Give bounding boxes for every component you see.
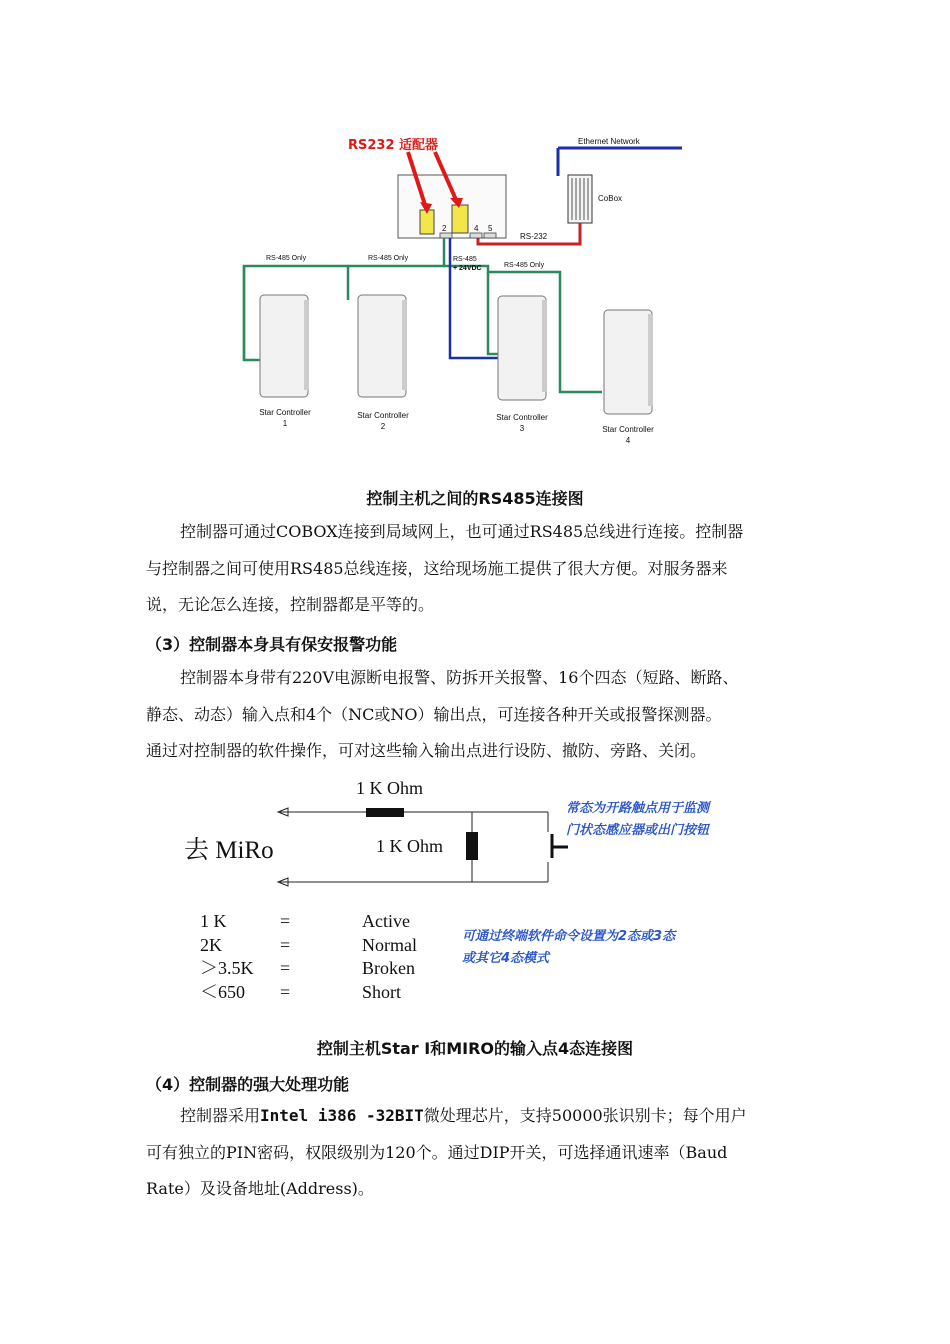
controller-box-4: [604, 310, 653, 414]
cobox-device: [568, 175, 592, 223]
to-miro-label: 去 MiRo: [184, 837, 274, 864]
paragraph-line: 控制器可通过COBOX连接到局域网上，也可通过RS485总线进行连接。控制器: [180, 522, 744, 541]
section-heading-3: （3）控制器本身具有保安报警功能: [146, 635, 398, 654]
rs232-label: RS-232: [520, 232, 548, 241]
state-row: ＜650 = Short: [200, 981, 402, 1002]
controller-label-3: Star Controller 3: [496, 413, 548, 433]
figure-rs485-diagram: [230, 130, 700, 450]
figure-input-wiring: [170, 770, 790, 1020]
state-table: [200, 910, 417, 1004]
rs232-adapter-label: RS232 适配器: [348, 138, 439, 153]
paragraph-line: 控制器本身带有220V电源断电报警、防拆开关报警、16个四态（短路、断路、: [180, 668, 739, 687]
paragraph-cobox: [146, 514, 826, 624]
paragraph-line: 通过对控制器的软件操作，可对这些输入输出点进行设防、撤防、旁路、关闭。: [146, 741, 707, 760]
cobox-label: CoBox: [598, 194, 623, 203]
paragraph-line: Rate）及设备地址(Address)。: [146, 1179, 374, 1198]
rs485-wiring-svg: [230, 130, 700, 450]
paragraph-processing: [146, 1098, 826, 1208]
resistor-top-label: 1 K Ohm: [356, 778, 423, 798]
controller-box-1: [260, 295, 309, 397]
controller-label-2: Star Controller 2: [357, 411, 409, 431]
state-row: 1 K = Active: [200, 911, 410, 931]
paragraph-alarm: [146, 660, 826, 770]
paragraph-line: 说，无论怎么连接，控制器都是平等的。: [146, 595, 435, 614]
figure-caption-1: 控制主机之间的RS485连接图: [366, 489, 584, 508]
rs485-only-label-2: RS-485 Only: [368, 255, 409, 262]
note-switch: 常态为开路触点用于监测 门状态感应器或出门按钮: [566, 801, 710, 838]
rs485-24vdc-label-a: RS-485: [453, 256, 477, 263]
rs485-only-label-3: RS-485 Only: [504, 262, 545, 269]
rs485-24vdc-label-b: + 24VDC: [453, 265, 482, 272]
state-row: ＞3.5K = Broken: [200, 958, 415, 978]
paragraph-line: 可有独立的PIN密码，权限级别为120个。通过DIP开关，可选择通讯速率（Baud: [146, 1142, 728, 1162]
port-5-label: 5: [488, 224, 493, 233]
rs485-only-label-1: RS-485 Only: [266, 255, 307, 262]
port-4-label: 4: [474, 224, 479, 233]
paragraph-line: 静态、动态）输入点和4个（NC或NO）输出点，可连接各种开关或报警探测器。: [146, 704, 722, 724]
controller-box-3: [498, 296, 547, 400]
port-2-label: 2: [442, 224, 447, 233]
state-row: 2K = Normal: [200, 934, 417, 955]
resistor-mid-label: 1 K Ohm: [376, 836, 443, 856]
paragraph-line: 与控制器之间可使用RS485总线连接，这给现场施工提供了很大方便。对服务器来: [146, 558, 728, 578]
ethernet-label: Ethernet Network: [578, 137, 640, 146]
figure-caption-2: 控制主机Star I和MIRO的输入点4态连接图: [316, 1039, 634, 1058]
section-heading-4: （4）控制器的强大处理功能: [146, 1075, 350, 1094]
controller-label-1: Star Controller 1: [259, 408, 311, 428]
controller-box-2: [358, 295, 407, 397]
paragraph-line: 控制器采用Intel i386 -32BIT微处理芯片，支持50000张识别卡；每个用户: [180, 1106, 747, 1125]
note-mode: 可通过终端软件命令设置为2态或3态 或其它4态模式: [462, 929, 676, 966]
controller-label-4: Star Controller 4: [602, 425, 654, 445]
